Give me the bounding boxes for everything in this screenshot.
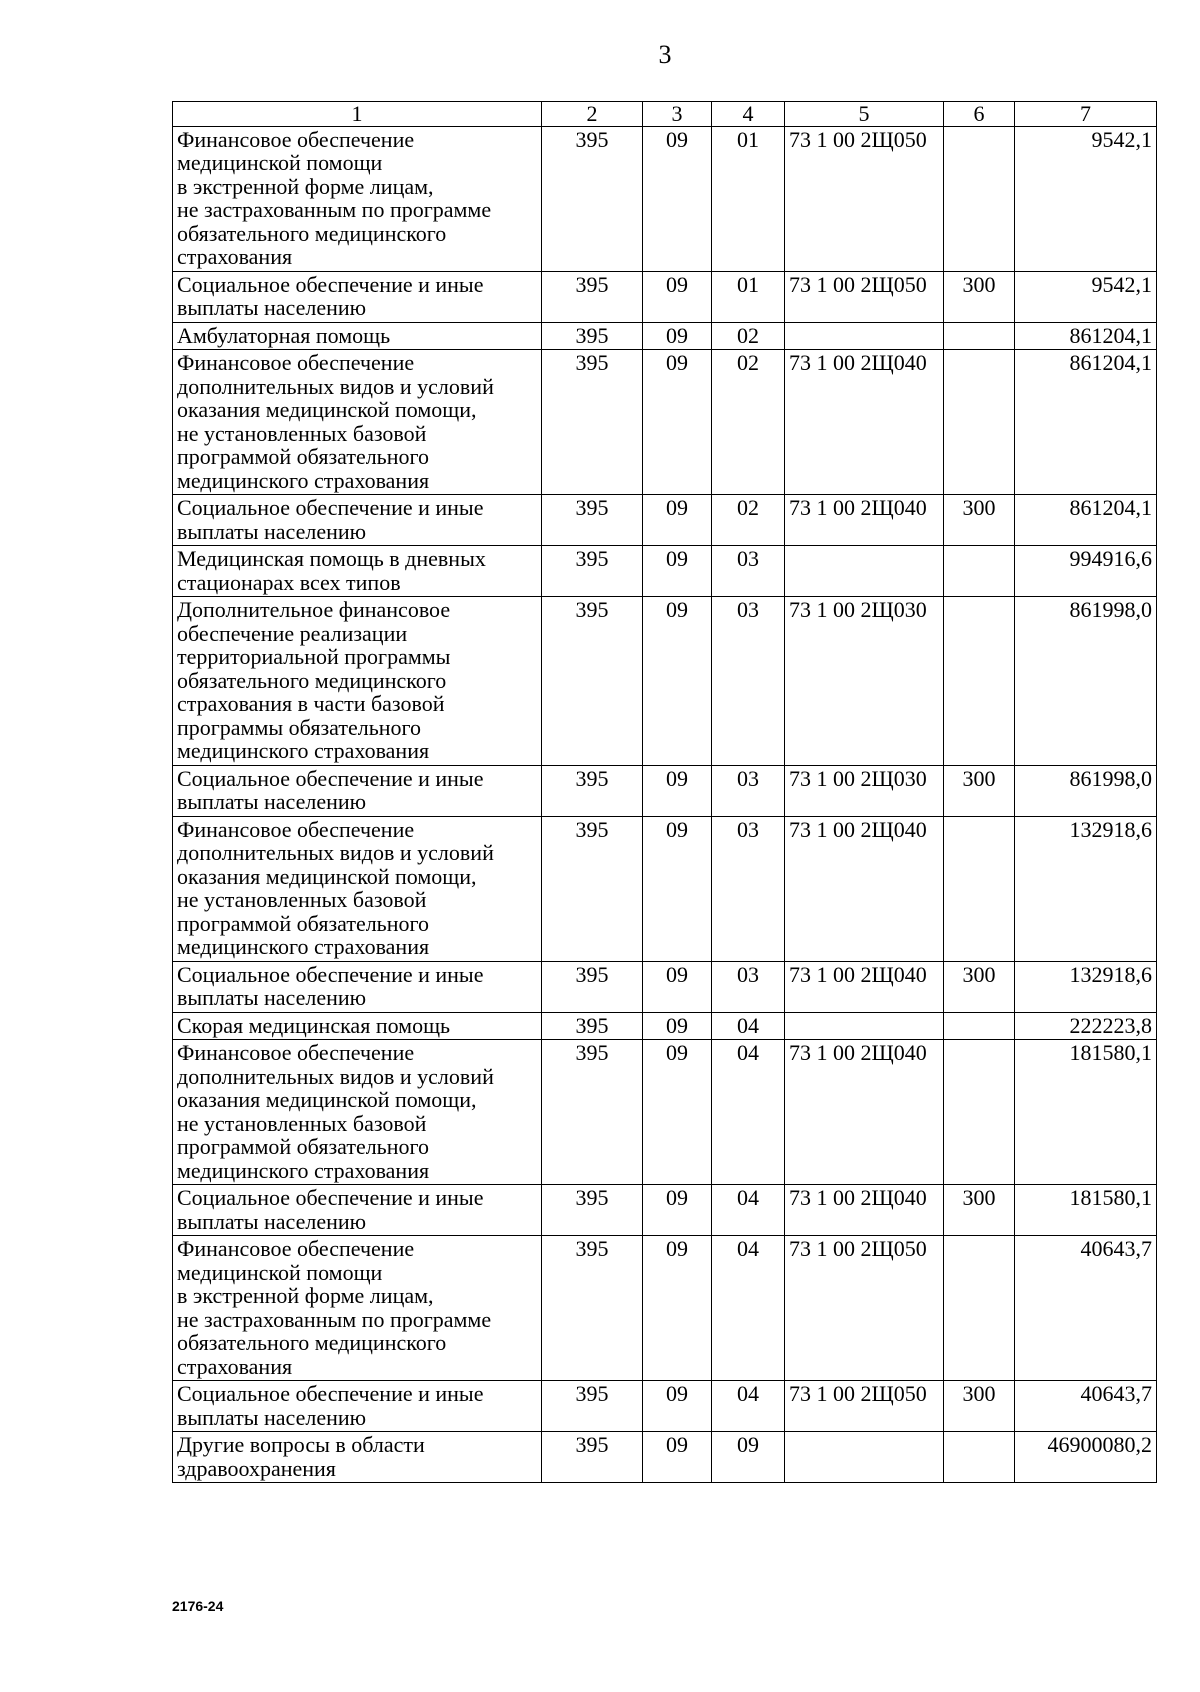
cell-code-2: 395 bbox=[542, 495, 643, 546]
header-cell-4: 4 bbox=[712, 102, 785, 127]
cell-target-article: 73 1 00 2Щ040 bbox=[785, 1040, 944, 1185]
cell-item-name bbox=[173, 1012, 542, 1040]
item-name-line: выплаты населению bbox=[177, 985, 367, 1010]
cell-expense-type bbox=[944, 1236, 1015, 1381]
cell-expense-type bbox=[944, 597, 1015, 766]
cell-code-4: 02 bbox=[712, 350, 785, 495]
cell-item-name bbox=[173, 961, 542, 1012]
item-name-line: Социальное обеспечение и иные bbox=[177, 495, 484, 520]
table-row bbox=[173, 1185, 1157, 1236]
cell-target-article: 73 1 00 2Щ040 bbox=[785, 350, 944, 495]
document-code: 2176-24 bbox=[172, 1598, 224, 1614]
cell-code-4: 01 bbox=[712, 126, 785, 271]
item-name-line: территориальной программы bbox=[177, 644, 451, 669]
item-name-line: не установленных базовой bbox=[177, 420, 427, 446]
item-name-line: выплаты населению bbox=[177, 789, 367, 814]
cell-code-4: 02 bbox=[712, 322, 785, 350]
cell-target-article: 73 1 00 2Щ050 bbox=[785, 1381, 944, 1432]
table-row bbox=[173, 597, 1157, 766]
cell-code-4: 04 bbox=[712, 1236, 785, 1381]
cell-expense-type bbox=[944, 1012, 1015, 1040]
cell-amount: 181580,1 bbox=[1015, 1040, 1157, 1185]
item-name-line: Медицинская помощь в дневных bbox=[177, 546, 486, 571]
item-name-line: дополнительных видов и условий bbox=[177, 1063, 494, 1089]
cell-item-name bbox=[173, 1185, 542, 1236]
item-name-line: выплаты населению bbox=[177, 295, 367, 320]
cell-code-3: 09 bbox=[643, 1012, 712, 1040]
item-name-line: медицинского страхования bbox=[177, 738, 430, 763]
cell-target-article bbox=[785, 1432, 944, 1483]
item-name-line: Другие вопросы в области bbox=[177, 1432, 425, 1457]
cell-code-4: 03 bbox=[712, 597, 785, 766]
cell-amount: 9542,1 bbox=[1015, 126, 1157, 271]
item-name-line: Социальное обеспечение и иные bbox=[177, 961, 484, 987]
cell-code-4: 04 bbox=[712, 1012, 785, 1040]
cell-target-article: 73 1 00 2Щ040 bbox=[785, 961, 944, 1012]
item-name-line: Финансовое обеспечение bbox=[177, 816, 415, 842]
item-name-line: Социальное обеспечение и иные bbox=[177, 765, 484, 791]
item-name-line: Социальное обеспечение и иные bbox=[177, 1381, 484, 1406]
cell-code-4: 04 bbox=[712, 1185, 785, 1236]
cell-code-2: 395 bbox=[542, 322, 643, 350]
table-row bbox=[173, 961, 1157, 1012]
cell-amount: 9542,1 bbox=[1015, 271, 1157, 322]
item-name-line: страхования bbox=[177, 1353, 293, 1379]
item-name-line: Финансовое обеспечение bbox=[177, 1236, 415, 1261]
cell-target-article: 73 1 00 2Щ050 bbox=[785, 1236, 944, 1381]
table-row bbox=[173, 1381, 1157, 1432]
item-name-line: Финансовое обеспечение bbox=[177, 1040, 415, 1065]
cell-expense-type: 300 bbox=[944, 495, 1015, 546]
cell-code-3: 09 bbox=[643, 350, 712, 495]
cell-amount: 861998,0 bbox=[1015, 597, 1157, 766]
item-name-line: выплаты населению bbox=[177, 1208, 367, 1234]
cell-code-3: 09 bbox=[643, 1432, 712, 1483]
item-name-line: оказания медицинской помощи, bbox=[177, 397, 477, 422]
cell-code-3: 09 bbox=[643, 1236, 712, 1381]
cell-code-2: 395 bbox=[542, 1185, 643, 1236]
header-cell-3: 3 bbox=[643, 102, 712, 127]
cell-code-2: 395 bbox=[542, 126, 643, 271]
cell-code-2: 395 bbox=[542, 1040, 643, 1185]
cell-target-article: 73 1 00 2Щ040 bbox=[785, 816, 944, 961]
cell-code-3: 09 bbox=[643, 961, 712, 1012]
table-row bbox=[173, 271, 1157, 322]
cell-target-article bbox=[785, 1012, 944, 1040]
cell-code-4: 03 bbox=[712, 546, 785, 597]
cell-target-article: 73 1 00 2Щ040 bbox=[785, 1185, 944, 1236]
table-row bbox=[173, 1432, 1157, 1483]
item-name-line: Дополнительное финансовое bbox=[177, 597, 451, 622]
cell-item-name bbox=[173, 597, 542, 766]
item-name-line: медицинской помощи bbox=[177, 150, 383, 175]
item-name-line: Финансовое обеспечение bbox=[177, 126, 415, 152]
cell-amount: 40643,7 bbox=[1015, 1381, 1157, 1432]
page-number: 3 bbox=[658, 40, 672, 69]
header-cell-7: 7 bbox=[1015, 102, 1157, 127]
cell-code-3: 09 bbox=[643, 765, 712, 816]
table-row bbox=[173, 350, 1157, 495]
table-row bbox=[173, 546, 1157, 597]
cell-code-4: 03 bbox=[712, 961, 785, 1012]
cell-item-name bbox=[173, 816, 542, 961]
table-row bbox=[173, 1012, 1157, 1040]
cell-code-3: 09 bbox=[643, 271, 712, 322]
item-name-line: в экстренной форме лицам, bbox=[177, 173, 434, 199]
cell-code-4: 01 bbox=[712, 271, 785, 322]
cell-item-name bbox=[173, 1040, 542, 1185]
cell-amount: 132918,6 bbox=[1015, 961, 1157, 1012]
cell-item-name bbox=[173, 350, 542, 495]
item-name-line: обеспечение реализации bbox=[177, 620, 408, 646]
cell-code-2: 395 bbox=[542, 1432, 643, 1483]
item-name-line: стационарах всех типов bbox=[177, 569, 401, 595]
cell-item-name bbox=[173, 1381, 542, 1432]
table-row bbox=[173, 1040, 1157, 1185]
cell-amount: 132918,6 bbox=[1015, 816, 1157, 961]
header-cell-6: 6 bbox=[944, 102, 1015, 127]
cell-amount: 222223,8 bbox=[1015, 1012, 1157, 1040]
cell-code-2: 395 bbox=[542, 816, 643, 961]
item-name-line: выплаты населению bbox=[177, 1404, 367, 1430]
cell-code-3: 09 bbox=[643, 816, 712, 961]
table-row bbox=[173, 816, 1157, 961]
cell-expense-type: 300 bbox=[944, 1381, 1015, 1432]
item-name-line: в экстренной форме лицам, bbox=[177, 1283, 434, 1308]
item-name-line: Социальное обеспечение и иные bbox=[177, 1185, 484, 1210]
cell-code-4: 04 bbox=[712, 1381, 785, 1432]
cell-code-4: 09 bbox=[712, 1432, 785, 1483]
cell-code-2: 395 bbox=[542, 350, 643, 495]
item-name-line: здравоохранения bbox=[177, 1455, 336, 1481]
cell-code-4: 03 bbox=[712, 765, 785, 816]
table-row bbox=[173, 126, 1157, 271]
cell-item-name bbox=[173, 126, 542, 271]
cell-amount: 46900080,2 bbox=[1015, 1432, 1157, 1483]
cell-code-3: 09 bbox=[643, 1185, 712, 1236]
item-name-line: Амбулаторная помощь bbox=[177, 322, 391, 348]
cell-expense-type bbox=[944, 322, 1015, 350]
cell-code-2: 395 bbox=[542, 961, 643, 1012]
cell-code-3: 09 bbox=[643, 546, 712, 597]
cell-amount: 994916,6 bbox=[1015, 546, 1157, 597]
item-name-line: обязательного медицинского bbox=[177, 220, 447, 246]
item-name-line: обязательного медицинского bbox=[177, 1330, 447, 1355]
cell-code-2: 395 bbox=[542, 1012, 643, 1040]
cell-code-4: 04 bbox=[712, 1040, 785, 1185]
item-name-line: не застрахованным по программе bbox=[177, 1306, 492, 1332]
cell-expense-type: 300 bbox=[944, 271, 1015, 322]
item-name-line: программы обязательного bbox=[177, 714, 421, 740]
cell-item-name bbox=[173, 495, 542, 546]
cell-code-3: 09 bbox=[643, 1381, 712, 1432]
cell-expense-type bbox=[944, 816, 1015, 961]
item-name-line: оказания медицинской помощи, bbox=[177, 1087, 477, 1112]
cell-target-article: 73 1 00 2Щ030 bbox=[785, 597, 944, 766]
item-name-line: выплаты населению bbox=[177, 518, 367, 544]
cell-expense-type bbox=[944, 1432, 1015, 1483]
cell-expense-type bbox=[944, 546, 1015, 597]
item-name-line: программой обязательного bbox=[177, 1134, 429, 1159]
cell-code-3: 09 bbox=[643, 597, 712, 766]
cell-code-3: 09 bbox=[643, 126, 712, 271]
cell-expense-type bbox=[944, 126, 1015, 271]
cell-code-3: 09 bbox=[643, 495, 712, 546]
header-cell-5: 5 bbox=[785, 102, 944, 127]
item-name-line: дополнительных видов и условий bbox=[177, 840, 494, 865]
cell-amount: 861204,1 bbox=[1015, 350, 1157, 495]
cell-code-2: 395 bbox=[542, 1236, 643, 1381]
cell-code-4: 02 bbox=[712, 495, 785, 546]
cell-expense-type: 300 bbox=[944, 765, 1015, 816]
cell-code-2: 395 bbox=[542, 1381, 643, 1432]
item-name-line: не установленных базовой bbox=[177, 1110, 427, 1136]
cell-code-4: 03 bbox=[712, 816, 785, 961]
table-row bbox=[173, 765, 1157, 816]
cell-code-2: 395 bbox=[542, 765, 643, 816]
header-cell-2: 2 bbox=[542, 102, 643, 127]
item-name-line: дополнительных видов и условий bbox=[177, 373, 494, 399]
item-name-line: медицинской помощи bbox=[177, 1259, 383, 1285]
cell-amount: 181580,1 bbox=[1015, 1185, 1157, 1236]
item-name-line: оказания медицинской помощи, bbox=[177, 863, 477, 889]
item-name-line: не установленных базовой bbox=[177, 887, 427, 912]
cell-code-2: 395 bbox=[542, 271, 643, 322]
cell-item-name bbox=[173, 1432, 542, 1483]
table-row bbox=[173, 495, 1157, 546]
cell-item-name bbox=[173, 322, 542, 350]
cell-expense-type: 300 bbox=[944, 961, 1015, 1012]
item-name-line: Финансовое обеспечение bbox=[177, 350, 415, 375]
table-row bbox=[173, 1236, 1157, 1381]
cell-expense-type: 300 bbox=[944, 1185, 1015, 1236]
item-name-line: Социальное обеспечение и иные bbox=[177, 271, 484, 297]
cell-code-3: 09 bbox=[643, 322, 712, 350]
cell-item-name bbox=[173, 1236, 542, 1381]
header-cell-1: 1 bbox=[173, 102, 542, 127]
cell-item-name bbox=[173, 765, 542, 816]
item-name-line: Скорая медицинская помощь bbox=[177, 1012, 451, 1038]
table-header-row bbox=[173, 102, 1157, 127]
cell-amount: 861204,1 bbox=[1015, 322, 1157, 350]
cell-amount: 861204,1 bbox=[1015, 495, 1157, 546]
cell-code-3: 09 bbox=[643, 1040, 712, 1185]
cell-amount: 40643,7 bbox=[1015, 1236, 1157, 1381]
cell-target-article bbox=[785, 546, 944, 597]
item-name-line: программой обязательного bbox=[177, 910, 429, 936]
table-row bbox=[173, 322, 1157, 350]
item-name-line: медицинского страхования bbox=[177, 1157, 430, 1183]
item-name-line: медицинского страхования bbox=[177, 467, 430, 493]
table-body bbox=[173, 102, 1157, 1483]
cell-target-article: 73 1 00 2Щ040 bbox=[785, 495, 944, 546]
cell-expense-type bbox=[944, 350, 1015, 495]
item-name-line: страхования в части базовой bbox=[177, 691, 445, 716]
cell-target-article: 73 1 00 2Щ050 bbox=[785, 271, 944, 322]
item-name-line: медицинского страхования bbox=[177, 934, 430, 959]
cell-code-2: 395 bbox=[542, 597, 643, 766]
cell-code-2: 395 bbox=[542, 546, 643, 597]
cell-target-article: 73 1 00 2Щ050 bbox=[785, 126, 944, 271]
budget-table bbox=[172, 101, 1157, 1483]
cell-item-name bbox=[173, 271, 542, 322]
cell-amount: 861998,0 bbox=[1015, 765, 1157, 816]
cell-expense-type bbox=[944, 1040, 1015, 1185]
cell-item-name bbox=[173, 546, 542, 597]
item-name-line: страхования bbox=[177, 244, 293, 269]
cell-target-article bbox=[785, 322, 944, 350]
item-name-line: не застрахованным по программе bbox=[177, 197, 492, 222]
item-name-line: обязательного медицинского bbox=[177, 667, 447, 693]
cell-target-article: 73 1 00 2Щ030 bbox=[785, 765, 944, 816]
item-name-line: программой обязательного bbox=[177, 444, 429, 469]
